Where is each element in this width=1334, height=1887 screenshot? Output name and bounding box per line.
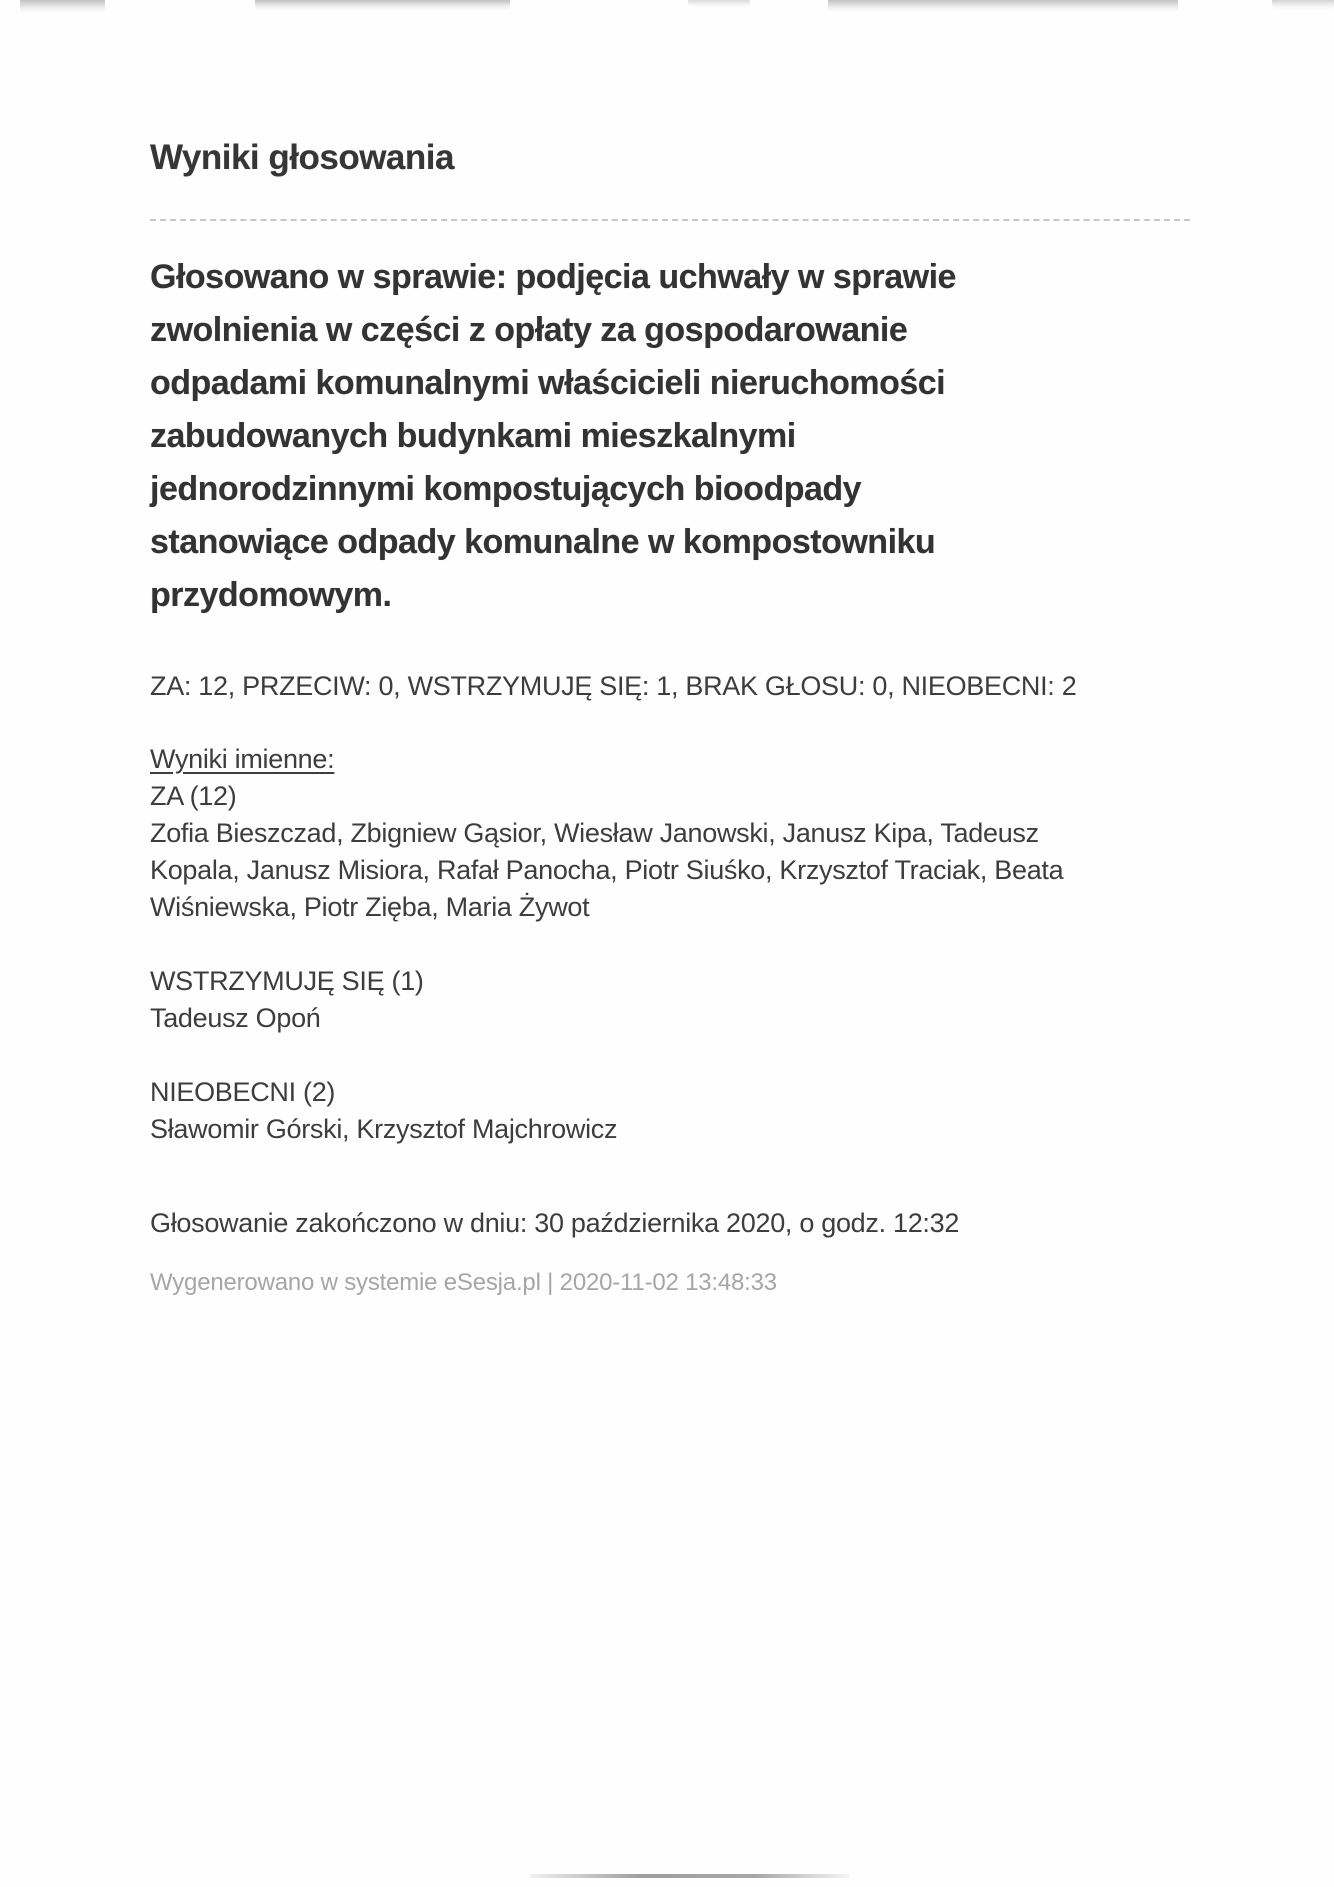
vote-group-label: NIEOBECNI (2) bbox=[150, 1077, 336, 1107]
scan-artifact-top-right bbox=[1272, 0, 1334, 10]
vote-group-names: Sławomir Górski, Krzysztof Majchrowicz bbox=[150, 1114, 618, 1144]
title-divider bbox=[150, 219, 1190, 221]
vote-group-label: ZA (12) bbox=[150, 781, 237, 811]
closing-statement: Głosowanie zakończono w dniu: 30 października 2020, o godz. 12:32 bbox=[150, 1208, 960, 1238]
generated-footer: Wygenerowano w systemie eSesja.pl | 2020-11-02 13:48:33 bbox=[150, 1269, 777, 1296]
vote-group-nieobecni bbox=[150, 1074, 1190, 1148]
scan-artifact-top bbox=[688, 0, 750, 8]
vote-group-wstrzymuje-sie bbox=[150, 963, 1190, 1037]
scan-artifact-bottom bbox=[530, 1874, 850, 1878]
scan-artifact-top bbox=[255, 0, 510, 11]
document-content bbox=[150, 138, 1190, 1299]
vote-group-za bbox=[150, 778, 1190, 926]
vote-group-names: Zofia Bieszczad, Zbigniew Gąsior, Wiesław Janowski, Janusz Kipa, Tadeusz Kopala, Janusz Misiora, Rafał Panocha, Piotr Siuśko, Krzysztof Traciak, Beata Wiśniewska, Piotr Zięba, Maria Żywot bbox=[150, 818, 1064, 922]
vote-group-names: Tadeusz Opoń bbox=[150, 1003, 321, 1033]
vote-group-label: WSTRZYMUJĘ SIĘ (1) bbox=[150, 966, 424, 996]
scan-artifact-top bbox=[828, 0, 1178, 13]
page-title: Wyniki głosowania bbox=[150, 138, 454, 177]
named-results-heading: Wyniki imienne: bbox=[150, 744, 335, 774]
vote-subject: Głosowano w sprawie: podjęcia uchwały w sprawie zwolnienia w części z opłaty za gospodarowanie odpadami komunalnymi właścicieli nieruchomości zabudowanych budynkami mieszkalnymi jednorodzinnymi kompostujących bioodpady stanowiące odpady komunalne w kompostowniku przydomowym. bbox=[150, 258, 956, 614]
scan-artifact-top-left bbox=[20, 0, 105, 14]
vote-summary: ZA: 12, PRZECIW: 0, WSTRZYMUJĘ SIĘ: 1, BRAK GŁOSU: 0, NIEOBECNI: 2 bbox=[150, 671, 1077, 701]
